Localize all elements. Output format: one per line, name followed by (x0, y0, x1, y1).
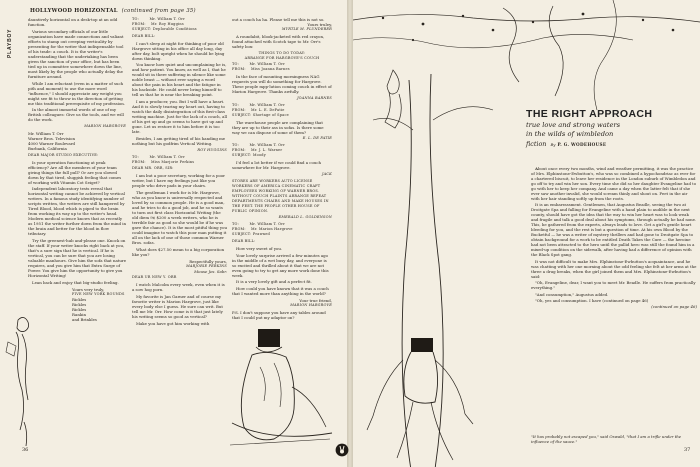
address-line: Burbank, California (28, 145, 67, 151)
page-number-right: 37 (684, 447, 691, 453)
memo-subject: SUBJECT: Prawned (232, 232, 270, 237)
memo-from: FROM: Miss Joanna Barnes (232, 67, 290, 72)
paragraph: I am but a poor secretary, working for a poor writer, but I have my feelings just like you people who drive pads in your chairs. (132, 173, 226, 189)
signature: MYRTLE M. PLUNDERER (281, 27, 332, 31)
signature-name: Rickles (72, 301, 87, 307)
paragraph: I am a producer, you. But I will have a heart. And it is slowly tearing my heart out, having to watch the daily disintegration of this first-class writing machine. Just for the lack of a couch, all of his get up and go seems to have got up and gone. Let us restore it to him before it is too late. (132, 99, 227, 135)
closing: Your true friend, (299, 297, 332, 303)
story-title: THE RIGHT APPROACH (526, 108, 653, 120)
paragraph: About once every two months, wind and weather permitting, it was the practice of Mrs. Elphinstone-Ewbutton's, who was so combined a hypochondriac as ever for a chartered biscuit, to leave her residence in the London suburb of Wimbledon and go off to try and win her son. Every time she did so her daughter Evangeline had to go with her to keep her company. And came a day when the latter felt that if she ever saw another invalid, she would scream thinly and shout on. Feet in the air with her hair standing softly up from the roots. (531, 166, 697, 201)
note-item: ARRANGE FOR HARGROVE'S COUCH (244, 55, 320, 60)
dek-line: in the wilds of wimbledon (526, 130, 614, 138)
paragraph: Your lovely surprise arrived a few minutes ago in the middle of a wet busy day, and everyone is so excited and thrilled about it that we are not even going to try to get any more work done this week. (232, 252, 329, 278)
paragraph: Lean back and enjoy that big-studio feeling. (32, 279, 119, 285)
closing: Respectfully yours, (189, 258, 227, 264)
left-page (0, 0, 347, 467)
article-column-1 (28, 17, 126, 322)
running-head-continued: (continued from page 35) (121, 8, 196, 14)
paragraph: It is a very lovely gift and a perfect fit. (236, 279, 312, 285)
byline (526, 140, 698, 148)
signature: JOANNA BARNES (297, 95, 332, 100)
author-name: P. G. WODEHOUSE (557, 142, 607, 147)
signature-name: Rickles (72, 306, 87, 312)
salutation: DEAR UR NEW Y. ORR (132, 275, 177, 280)
memo-from: FROM: Mr. J. L. Warner (232, 148, 283, 153)
memo-to: TO: Mr. William T. Orr (132, 154, 185, 159)
signature-note: Mouse Jes. Sabr. (194, 268, 227, 274)
reclining-man-illustration (222, 327, 340, 457)
fiction-label: fiction (526, 140, 547, 148)
story-dek (526, 121, 698, 139)
paragraph: Independent laboratory tests reveal that horizontal writing cannot be achieved by vertical writers. In a famous study identifying number of scripts written, the writers are still hampered by Tired Blood, blood which is piped to the brain from working its way up to the writer's head. Modern medical science knows that as recently as 1951 the writer further down from the mind in the brain and better for the blood in flow tributary. (28, 186, 126, 237)
memo-to: TO: Mr. William T. Orr (232, 102, 285, 107)
paragraph: The warehouse people are complaining that they are up to their ass in sofas. Is there some way we can dispose of some of them? (232, 119, 324, 135)
salutation: DEAR MAJOR STUDIO EXECUTIVE: (28, 152, 99, 157)
paragraph: "Oh, yes and consumption. I have (continued on page 46) (535, 297, 649, 303)
closing: Yours very truly, (72, 286, 105, 292)
paragraph: "And consumption," Augustus added. (535, 291, 609, 297)
secretary-illustration (4, 312, 34, 452)
memo-subject: SUBJECT: Moody (232, 153, 266, 158)
paragraph: "Oh, Evangeline, dear, I want you to meet Mr. Beadle. He suffers from practically everything." (531, 280, 696, 291)
rabbit-head-icon (335, 443, 349, 457)
continued-note: (continued on page 46) (651, 304, 697, 310)
signature-name: Rankin (72, 311, 86, 317)
paragraph: I watch Malcolm every week, even when it is a sow hog porn. (132, 282, 225, 293)
paragraph: A roundabit, blook-jacketed with red crayon, found attached with Scotch tape to Mr. Orr's safety box: (232, 33, 325, 49)
paragraph: The gentleman I work for is Mr. Hargrove, who as you know is universally respected and loved by so common people. He is a good man, and he tries to do a good job, and he so wants to turn out first class Horizontal Writing (the old diem 9¢ $200 a week writers, who he is terrible fair as good so she would be if he was gave the chance). It is the most pitiful thing you could imagine to watch this poor man putting it all on the lack of one of those common Warner Bros. sofas. (132, 189, 227, 245)
paragraph: Various secondary officials of our little organization have made connections and valiant efforts to stamp out creeping verticality by presenting for the writer that indispensable tool of his trade: a couch. It is the writer's understanding that the undertaking has been given the sanction of your office, but has been tied up in committee somewhere down the line, most likely by the people who actually delay the furniture around. (28, 28, 124, 79)
closing: Yours truley, (307, 22, 332, 27)
note-heading: THINGS TO DO TODAY: (258, 50, 306, 55)
memo-to: TO: Mr. William T. Orr (232, 143, 285, 148)
byline-prefix: By (550, 142, 556, 147)
signature-name: and Brinkles (72, 316, 97, 322)
signature: FIVE NEW YORK ROUNDS (72, 291, 125, 296)
memo-subject: SUBJECT: Deplorable Conditions (132, 27, 197, 31)
paragraph: What does $27.50 mean to a big corporation like you? (132, 246, 225, 257)
page-number-left: 36 (22, 447, 29, 453)
paragraph: Besides, I am getting tired of his handing me nothing but his godfrim Vertical Writing. (132, 135, 226, 146)
telegram: STORES ARE WORKERS AUTO LICENSE WORKERS OF AMERICA CINEMATIC CRAFT EMPLOYEES WORKING OF WARNER BROS. WITHOUT COUCH PLAINTS ARRANGE REPEAT DEPARTMENTS CHAIRS AND MAKE HOUSES IN THE FEET. THE PEOPLE OTHER HOUSE OF PUBLIC OPINION. (232, 178, 329, 213)
signature-name: Rickles (72, 296, 87, 302)
signature: EMERALD L. GOLDENSON (278, 215, 332, 220)
signature: MARION HARGROVE (290, 302, 332, 307)
paragraph: out a couch ha ha. Please tell me this is not so. (232, 17, 325, 22)
paragraph: Make you have got him working with (136, 320, 210, 326)
paragraph: It was not difficult to make Mrs. Elphinstone-Ewbutton's acquaintance, and he was chatting with her one morning about the odd feeling she felt at her arms at the three a drug breaks, when the girl joined them and Mrs. Elphinstone-Ewbutton's said: (531, 258, 697, 279)
article-column-3 (232, 17, 332, 322)
man-in-tree-illustration (353, 60, 528, 467)
signature: E. L. DE PATIE (302, 136, 332, 141)
memo-from: FROM: Mr. L. E. DePatie (232, 107, 285, 112)
memo-to: TO: Mr. William T. Orr (232, 222, 285, 227)
signature: MARJORIE PERKINS (186, 263, 227, 268)
postscript: P.S. I don't suppose you have any tables around that I could put my adaptor on? (232, 309, 326, 320)
article-column-2 (132, 17, 227, 328)
paragraph: It is an embarrassment. Gentlemen, that Augustus Beadle, seeing the two at Droitgate Spa and falling for Evangeline with a hand plain to audible in the next county, should have got the idea that the way to win her heart was to look weak and fragile and talk a good deal about his symptoms, through actually he had none. This, he gathered from the experts, always leads to love. Get a girl's gentle heart bleeding for you, and the rest is but a question of time. At his own Blood by the Bucketful — he was a writer of mystery thrillers and had gone to Droitgate Spa to obtain background for a work to be entitled Death Takes the Cure — the heroine had not been attracted to the hero until the pallid hero was still the found him in a mixed-up condition on the sidewalk, after having had a difference of opinion with the Black Spot gang. (531, 202, 697, 258)
paragraph: In the face of mounting morningness NAG requests you will do something for Hargrove. These people mpp-lution coming couch in effect of Marion Hargrove. Thanks awfully. (232, 74, 332, 95)
memo-subject: SUBJECT: Shortage of Space (232, 112, 289, 117)
address-line: 4000 Warner Boulevard (28, 140, 76, 146)
paragraph: Is your operation functioning at peak efficiency? Are all the members of your team giving things the full pull? Or are you slowed down by that tired, sluggish feeling that comes of working with Vitamin Cot Seiget? (28, 159, 122, 185)
magazine-side-label: PLAYBOY (7, 28, 13, 58)
paragraph: My favorite is Jan Garner and of course my favorite writer is Marion Hargrove, just like every body else I guess. He sure can writ. But tell me Mr. Orr. How come is it that just lately his writing seems so good as vertical? (132, 293, 223, 319)
salutation: DEAR BILL: (232, 238, 256, 243)
paragraph: How could you have known that it was a couch that I wanted more than anything in the world? (232, 286, 329, 297)
memo-from: FROM: Mr. Marion Hargrove (232, 227, 293, 232)
salutation: DEAR MR. ORR, SIR: (132, 166, 174, 171)
memo-from: FROM: Mr. Roy Huggins (132, 22, 184, 26)
story-body (531, 166, 697, 309)
salutation: DEAR BILL: (132, 33, 156, 38)
paragraph: You know how quiet and uncomplaining he is, and how patient. You know, as well as I, that he would sit in there suffering in silence like some noble beast — without ever saying a word about the pain in his heart and the fatigue in his backside. He could never bring himself to tell us that he is near the breaking point. (132, 62, 227, 98)
paragraph: I'd feel a lot better if we could find a couch somewhere for Mr. Hargrove. (232, 159, 322, 170)
signature: ROY HUGGINS (197, 147, 227, 152)
paragraph: Try the greenest-hub and-please one. Knock on the staff. If your writer knocks right back at you, that's a sure sign that he is vertical. If he is vertical, you can be sure that you are losing valuable manhours. Give him the sofa that nature requires, and you give him that Extra Surge of Power. You give him the opportunity to give you Horizontal Writing! (28, 238, 127, 279)
memo-from: FROM: Miss Marjorie Perkins (132, 159, 195, 164)
address-line: Warner Bros. Television (28, 135, 75, 141)
paragraph: I can't sleep at night for thinking of poor old Hargrove sitting in his office all day long, day after day, bolt upright when he should be lying down thinking. (132, 40, 225, 61)
paragraph: How very sweet of you. (236, 245, 283, 251)
paragraph: While I am reluctant (even in a matter of such pith and moment) to use the more word "influence," I should appreciate any weight you might see fit to throw in the direction of getting me this traditional prerequisite of my profession. (28, 80, 126, 106)
signature: MARION HARGROVE (84, 124, 126, 129)
running-head-title: HOLLYWOOD HORIZONTAL (30, 8, 118, 14)
memo-to: TO: Mr. William T. Orr (232, 62, 285, 67)
paragraph: In the almost immortal words of one of my British colleagues: Give us the tools, and we will do the work. (28, 107, 124, 123)
signature: JACK (321, 171, 332, 176)
paragraph: dauntively horizontal on a desk-top at an odd function. (28, 17, 118, 27)
running-head (30, 8, 196, 14)
memo-to: TO: Mr. William T. Orr (132, 17, 185, 21)
story-title-block (526, 108, 698, 148)
illustration-caption: "It has probably not escaped you," said Oswald, "that I am a trifle under the influence of the sauce." (531, 434, 682, 445)
address-line: Mr. William T. Orr (28, 130, 64, 136)
dek-line: true love and strong waters (526, 121, 621, 129)
